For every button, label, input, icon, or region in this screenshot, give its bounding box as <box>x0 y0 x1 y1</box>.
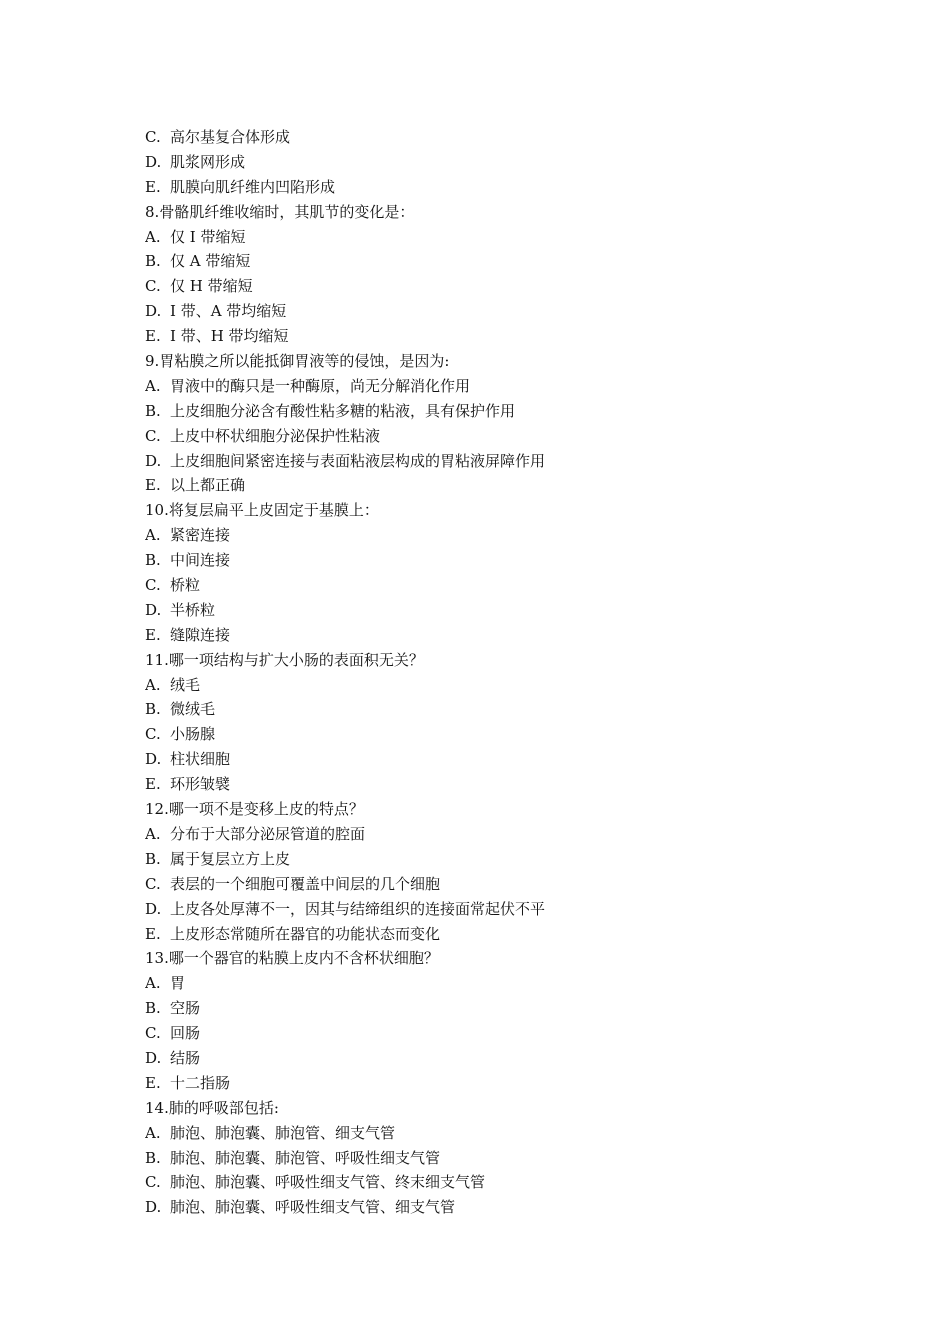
option-text: 肺泡、肺泡囊、肺泡管、细支气管 <box>170 1123 396 1142</box>
answer-option <box>145 424 845 449</box>
question-number: 11. <box>145 650 169 669</box>
option-letter: B. <box>145 849 161 868</box>
answer-option <box>145 697 845 722</box>
question-text: 哪一个器官的粘膜上皮内不含杯状细胞？ <box>168 949 439 968</box>
option-letter: D. <box>145 899 162 918</box>
option-letter: D. <box>145 451 162 470</box>
option-text: 上皮形态常随所在器官的功能状态而变化 <box>170 924 441 943</box>
answer-option <box>145 772 845 797</box>
option-text: I 带、H 带均缩短 <box>170 327 289 346</box>
answer-option <box>145 125 845 150</box>
option-letter: E. <box>145 924 161 943</box>
option-text: 以上都正确 <box>170 476 246 495</box>
option-text: 桥粒 <box>170 576 201 595</box>
answer-option <box>145 249 845 274</box>
question-text: 哪一项结构与扩大小肠的表面积无关？ <box>168 650 424 669</box>
answer-option <box>145 299 845 324</box>
option-text: 缝隙连接 <box>170 625 231 644</box>
option-text: 仅 H 带缩短 <box>170 277 253 296</box>
answer-option <box>145 598 845 623</box>
answer-option <box>145 1121 845 1146</box>
answer-option <box>145 1071 845 1096</box>
option-letter: B. <box>145 252 161 271</box>
question-text: 胃粘膜之所以能抵御胃液等的侵蚀，是因为: <box>159 352 450 371</box>
option-letter: D. <box>145 1048 162 1067</box>
option-letter: B. <box>145 401 161 420</box>
option-letter: A. <box>145 675 161 694</box>
option-text: 仅 A 带缩短 <box>170 252 251 271</box>
option-letter: A. <box>145 824 161 843</box>
option-text: 半桥粒 <box>170 600 216 619</box>
option-letter: C. <box>145 128 161 146</box>
option-text: 微绒毛 <box>170 700 216 719</box>
question-number: 9. <box>145 352 160 371</box>
answer-option <box>145 847 845 872</box>
question-text: 将复层扁平上皮固定于基膜上： <box>168 501 379 520</box>
option-letter: D. <box>145 600 162 619</box>
option-text: 高尔基复合体形成 <box>170 128 291 146</box>
option-letter: D. <box>145 152 162 171</box>
option-text: 肌膜向肌纤维内凹陷形成 <box>170 177 336 196</box>
answer-option <box>145 449 845 474</box>
answer-option <box>145 274 845 299</box>
option-letter: E. <box>145 327 161 346</box>
option-letter: C. <box>145 1173 161 1192</box>
question-number: 8. <box>145 202 160 221</box>
option-text: 绒毛 <box>170 675 201 694</box>
option-text: 肺泡、肺泡囊、呼吸性细支气管、细支气管 <box>170 1198 456 1217</box>
option-text: 环形皱襞 <box>170 775 231 794</box>
option-letter: D. <box>145 750 162 769</box>
option-text: 上皮中杯状细胞分泌保护性粘液 <box>170 426 381 445</box>
option-letter: C. <box>145 277 161 296</box>
option-letter: E. <box>145 625 161 644</box>
option-text: 胃液中的酶只是一种酶原，尚无分解消化作用 <box>170 376 471 395</box>
option-text: I 带、A 带均缩短 <box>170 302 287 321</box>
option-text: 上皮细胞间紧密连接与表面粘液层构成的胃粘液屏障作用 <box>170 451 546 470</box>
option-letter: B. <box>145 700 161 719</box>
question-stem <box>145 200 845 225</box>
option-letter: A. <box>145 227 161 246</box>
option-letter: E. <box>145 775 161 794</box>
answer-option <box>145 399 845 424</box>
option-letter: C. <box>145 576 161 595</box>
answer-option <box>145 1170 845 1195</box>
answer-option <box>145 722 845 747</box>
option-text: 属于复层立方上皮 <box>170 849 291 868</box>
option-letter: A. <box>145 974 161 993</box>
option-text: 中间连接 <box>170 551 231 570</box>
question-stem <box>145 498 845 523</box>
answer-option <box>145 822 845 847</box>
option-text: 结肠 <box>170 1048 201 1067</box>
answer-option <box>145 548 845 573</box>
answer-option <box>145 175 845 200</box>
option-letter: C. <box>145 1024 161 1043</box>
option-letter: A. <box>145 526 161 545</box>
question-text: 骨骼肌纤维收缩时，其肌节的变化是： <box>159 202 415 221</box>
answer-option <box>145 673 845 698</box>
answer-option <box>145 324 845 349</box>
question-stem <box>145 946 845 971</box>
answer-option <box>145 872 845 897</box>
question-list <box>145 125 845 1220</box>
question-stem <box>145 797 845 822</box>
option-text: 肺泡、肺泡囊、肺泡管、呼吸性细支气管 <box>170 1148 441 1167</box>
question-stem <box>145 1096 845 1121</box>
option-letter: C. <box>145 874 161 893</box>
question-stem <box>145 349 845 374</box>
option-text: 柱状细胞 <box>170 750 231 769</box>
option-letter: E. <box>145 476 161 495</box>
answer-option <box>145 473 845 498</box>
option-text: 分布于大部分泌尿管道的腔面 <box>170 824 366 843</box>
question-number: 10. <box>145 501 169 520</box>
question-number: 14. <box>145 1098 169 1117</box>
option-text: 仅 I 带缩短 <box>170 227 246 246</box>
option-text: 空肠 <box>170 999 201 1018</box>
question-text: 哪一项不是变移上皮的特点？ <box>168 800 364 819</box>
option-letter: E. <box>145 1073 161 1092</box>
answer-option <box>145 374 845 399</box>
option-text: 十二指肠 <box>170 1073 231 1092</box>
option-letter: B. <box>145 999 161 1018</box>
option-text: 回肠 <box>170 1024 201 1043</box>
option-text: 肺泡、肺泡囊、呼吸性细支气管、终末细支气管 <box>170 1173 486 1192</box>
question-number: 12. <box>145 800 169 819</box>
option-letter: D. <box>145 1198 162 1217</box>
answer-option <box>145 971 845 996</box>
option-letter: E. <box>145 177 161 196</box>
answer-option <box>145 996 845 1021</box>
answer-option <box>145 1195 845 1220</box>
answer-option <box>145 1146 845 1171</box>
answer-option <box>145 225 845 250</box>
option-text: 紧密连接 <box>170 526 231 545</box>
answer-option <box>145 922 845 947</box>
option-text: 上皮细胞分泌含有酸性粘多糖的粘液，具有保护作用 <box>170 401 516 420</box>
option-text: 肌浆网形成 <box>170 152 246 171</box>
option-letter: C. <box>145 725 161 744</box>
option-letter: D. <box>145 302 162 321</box>
answer-option <box>145 523 845 548</box>
answer-option <box>145 1021 845 1046</box>
question-text: 肺的呼吸部包括: <box>168 1098 279 1117</box>
option-letter: C. <box>145 426 161 445</box>
answer-option <box>145 1046 845 1071</box>
option-letter: A. <box>145 1123 161 1142</box>
answer-option <box>145 150 845 175</box>
option-letter: B. <box>145 1148 161 1167</box>
answer-option <box>145 747 845 772</box>
question-number: 13. <box>145 949 169 968</box>
option-text: 胃 <box>170 974 186 993</box>
option-text: 上皮各处厚薄不一，因其与结缔组织的连接面常起伏不平 <box>170 899 546 918</box>
question-stem <box>145 648 845 673</box>
option-letter: A. <box>145 376 161 395</box>
option-text: 表层的一个细胞可覆盖中间层的几个细胞 <box>170 874 441 893</box>
answer-option <box>145 623 845 648</box>
answer-option <box>145 573 845 598</box>
option-text: 小肠腺 <box>170 725 216 744</box>
option-letter: B. <box>145 551 161 570</box>
answer-option <box>145 897 845 922</box>
